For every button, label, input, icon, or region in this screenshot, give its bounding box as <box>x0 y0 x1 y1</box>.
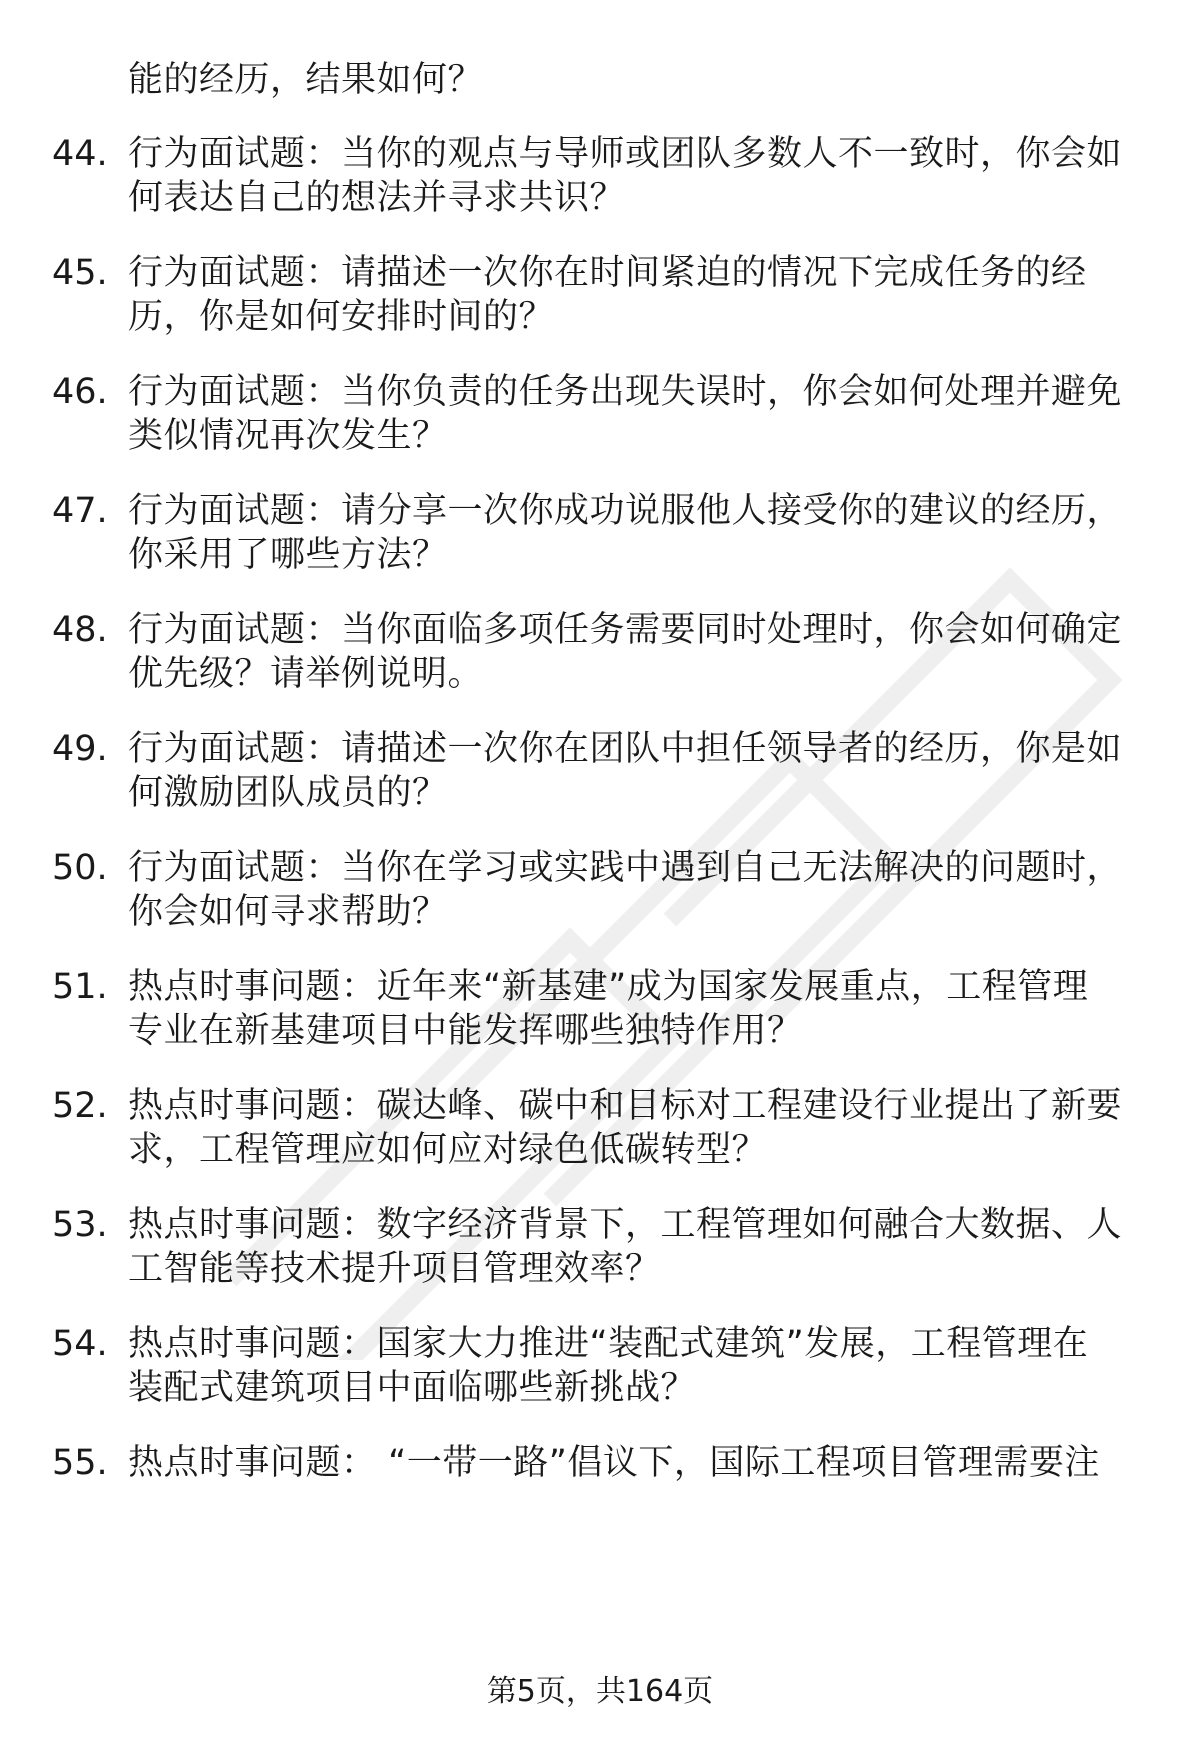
question-number: 52. <box>52 1086 108 1126</box>
question-text-line: 行为面试题：请描述一次你在团队中担任领导者的经历，你是如 <box>128 729 1123 769</box>
question-text-line: 行为面试题：当你面临多项任务需要同时处理时，你会如何确定 <box>128 610 1123 650</box>
question-number: 50. <box>52 848 108 888</box>
question-number: 47. <box>52 491 108 531</box>
question-text-line: 行为面试题：请分享一次你成功说服他人接受你的建议的经历， <box>128 491 1123 531</box>
question-text-line: 你会如何寻求帮助？ <box>128 892 448 932</box>
question-text-line: 求，工程管理应如何应对绿色低碳转型？ <box>128 1130 768 1170</box>
question-text-line: 行为面试题：当你在学习或实践中遇到自己无法解决的问题时， <box>128 848 1123 888</box>
question-text-line: 工智能等技术提升项目管理效率？ <box>128 1249 661 1289</box>
question-text-line: 热点时事问题：碳达峰、碳中和目标对工程建设行业提出了新要 <box>128 1086 1123 1126</box>
question-text-line: 热点时事问题：国家大力推进“装配式建筑”发展，工程管理在 <box>128 1324 1089 1364</box>
question-text-line: 你采用了哪些方法？ <box>128 535 448 575</box>
question-text-line: 专业在新基建项目中能发挥哪些独特作用？ <box>128 1011 803 1051</box>
question-text-line: 优先级？请举例说明。 <box>128 654 484 694</box>
question-number: 51. <box>52 967 108 1007</box>
continuation-text: 能的经历，结果如何？ <box>128 60 484 100</box>
question-text-line: 热点时事问题：近年来“新基建”成为国家发展重点，工程管理 <box>128 967 1089 1007</box>
question-text-line: 装配式建筑项目中面临哪些新挑战？ <box>128 1368 697 1408</box>
question-number: 45. <box>52 253 108 293</box>
question-number: 55. <box>52 1443 108 1483</box>
question-text-line: 热点时事问题：数字经济背景下，工程管理如何融合大数据、人 <box>128 1205 1123 1245</box>
question-number: 54. <box>52 1324 108 1364</box>
question-text-line: 行为面试题：当你负责的任务出现失误时，你会如何处理并避免 <box>128 372 1123 412</box>
question-text-line: 何表达自己的想法并寻求共识？ <box>128 178 626 218</box>
question-text-line: 类似情况再次发生？ <box>128 416 448 456</box>
question-number: 48. <box>52 610 108 650</box>
question-number: 44. <box>52 134 108 174</box>
question-text-line: 行为面试题：请描述一次你在时间紧迫的情况下完成任务的经 <box>128 253 1087 293</box>
question-text-line: 行为面试题：当你的观点与导师或团队多数人不一致时，你会如 <box>128 134 1123 174</box>
question-number: 53. <box>52 1205 108 1245</box>
question-text-line: 热点时事问题： “一带一路”倡议下，国际工程项目管理需要注 <box>128 1443 1100 1483</box>
question-number: 49. <box>52 729 108 769</box>
page-footer: 第5页，共164页 <box>486 1674 714 1709</box>
question-text-line: 何激励团队成员的？ <box>128 773 448 813</box>
question-text-line: 历，你是如何安排时间的？ <box>128 297 555 337</box>
question-number: 46. <box>52 372 108 412</box>
